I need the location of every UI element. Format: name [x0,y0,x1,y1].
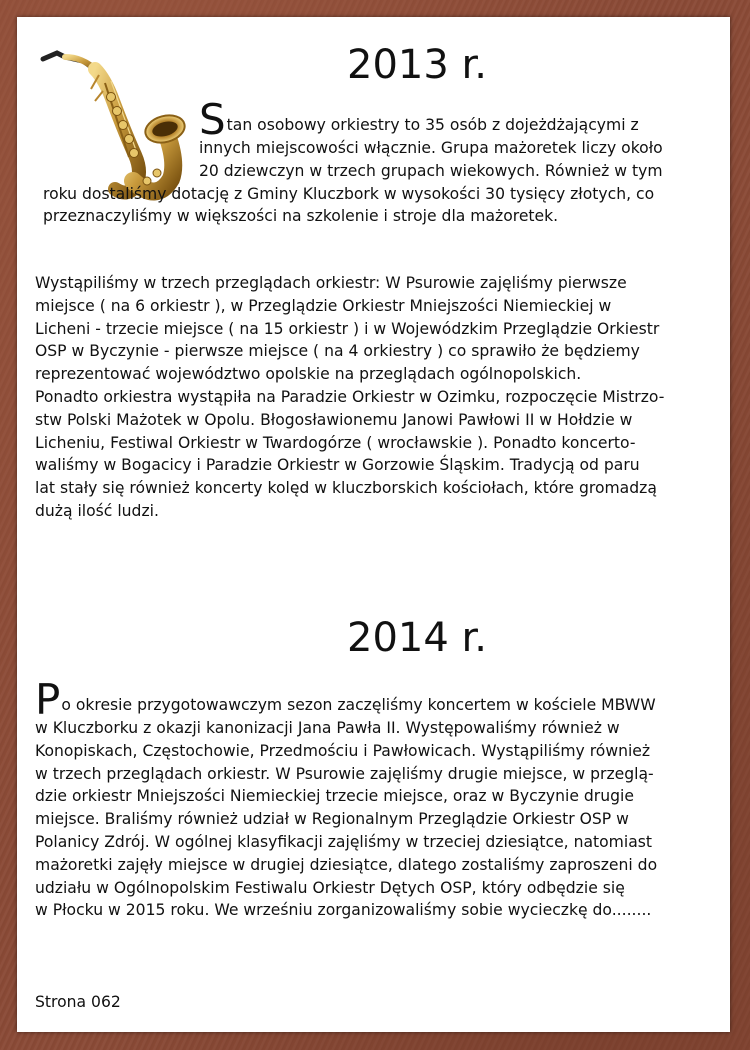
text-line: miejsce ( na 6 orkiestr ), w Przeglądzie Orkiestr Mniejszości Niemieckiej w [35,296,612,315]
text-line: reprezentować województwo opolskie na przeglądach ogólnopolskich. [35,365,582,384]
year-heading-2013: 2013 r. [347,42,487,88]
text-line: 20 dziewczyn w trzech grupach wiekowych. Również w tym [199,161,663,180]
text-line: innych miejscowości włącznie. Grupa mażoretek liczy około [199,139,663,157]
text-line: przeznaczyliśmy w większości na szkolenie i stroje dla mażoretek. [43,207,559,226]
page-number: Strona 062 [35,993,121,1011]
text-line: waliśmy w Bogacicy i Paradzie Orkiestr w Gorzowie Śląskim. Tradycją od paru [35,456,640,475]
drop-cap: P [35,675,61,724]
text-line: Konopiskach, Częstochowie, Przedmościu i Pawłowicach. Wystąpiliśmy również [35,741,651,760]
drop-cap: S [199,95,226,144]
text-line: dużą ilość ludzi. [35,501,159,520]
text-line: miejsce. Braliśmy również udział w Regionalnym Przeglądzie Orkiestr OSP w [35,810,629,829]
text-line: w Płocku w 2015 roku. We wrześniu zorganizowaliśmy sobie wycieczkę do........ [35,901,652,920]
page-sheet [17,17,730,1032]
text-line: w trzech przeglądach orkiestr. W Psurowie zajęliśmy drugie miejsce, w przeglą- [35,764,654,783]
text-line: stw Polski Mażotek w Opolu. Błogosławionemu Janowi Pawłowi II w Hołdzie w [35,410,633,429]
text-line: udziału w Ogólnopolskim Festiwalu Orkiestr Dętych OSP, który odbędzie się [35,878,625,897]
text-line: Licheniu, Festiwal Orkiestr w Twardogórze ( wrocławskie ). Ponadto koncerto- [35,433,636,452]
text-line: lat stały się również koncerty kolęd w kluczborskich kościołach, które gromadzą [35,479,657,498]
paragraph-2013-reviews [35,272,664,523]
text-line [35,675,657,724]
text-line: mażoretki zajęły miejsce w drugiej dziesiątce, dlatego zostaliśmy zaproszeni do [35,855,658,874]
year-heading-2014: 2014 r. [347,615,487,661]
paragraph-2014 [35,675,658,922]
text-line: Polanicy Zdrój. W ogólnej klasyfikacji zajęliśmy w trzeciej dziesiątce, natomiast [35,832,653,851]
paragraph-2013-intro [41,95,663,228]
text-line: OSP w Byczynie - pierwsze miejsce ( na 4 orkiestry ) co sprawiło że będziemy [35,342,640,361]
text-line: roku dostaliśmy dotację z Gminy Kluczbork w wysokości 30 tysięcy złotych, co [43,184,655,203]
text-line: w Kluczborku z okazji kanonizacji Jana Pawła II. Występowaliśmy również w [35,719,620,737]
text-line-content: tan osobowy orkiestry to 35 osób z dojeżdżającymi z [226,116,639,134]
text-line: Ponadto orkiestra wystąpiła na Paradzie Orkiestr w Ozimku, rozpoczęcie Mistrzo- [35,387,665,406]
text-line [41,95,663,144]
text-line: Wystąpiliśmy w trzech przeglądach orkiestr: W Psurowie zajęliśmy pierwsze [35,274,627,292]
text-line-content: o okresie przygotowawczym sezon zaczęliśmy koncertem w kościele MBWW [61,696,656,714]
text-line: Licheni - trzecie miejsce ( na 15 orkiestr ) i w Wojewódzkim Przeglądzie Orkiestr [35,319,660,338]
text-line: dzie orkiestr Mniejszości Niemieckiej trzecie miejsce, oraz w Byczynie drugie [35,787,634,806]
